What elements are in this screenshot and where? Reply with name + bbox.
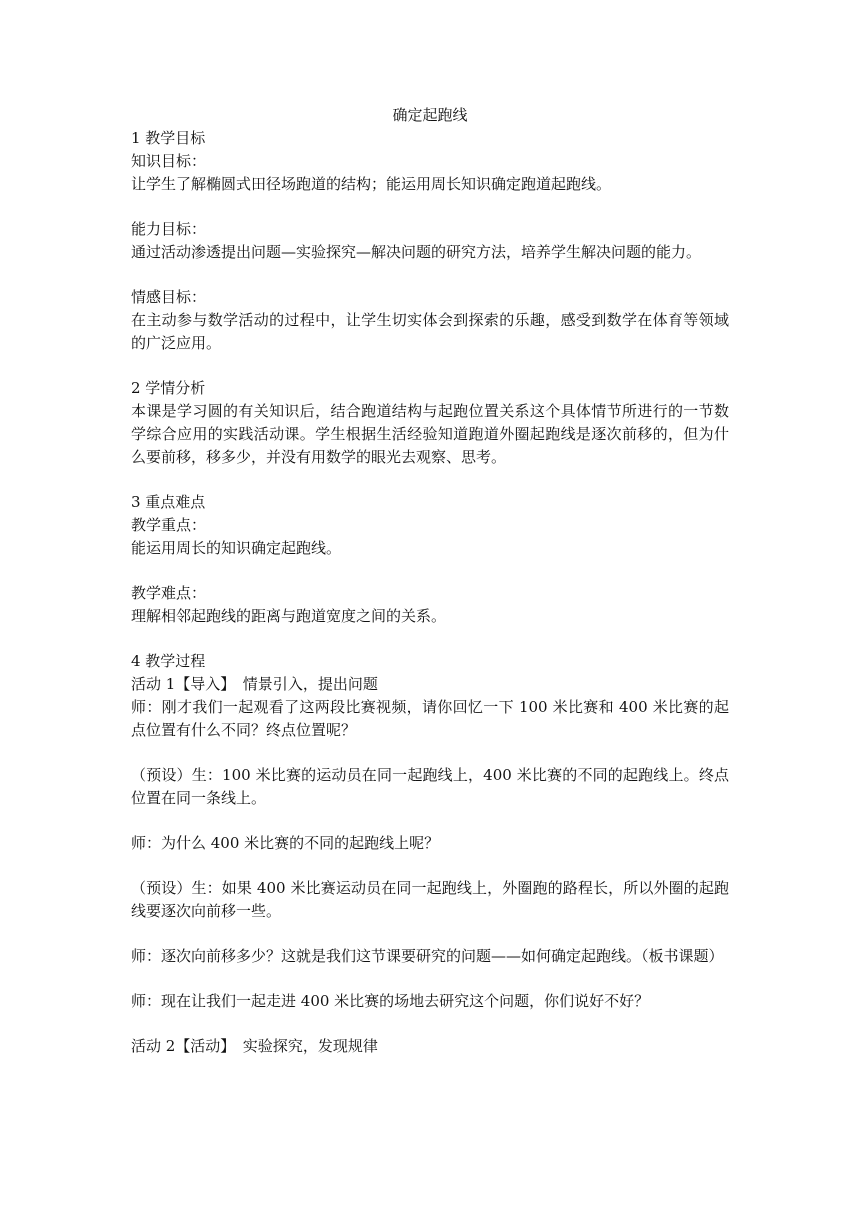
section-heading-goals: 1 教学目标 [131,129,206,147]
blank-line [131,742,729,764]
blank-line [131,469,729,491]
teaching-focus-label: 教学重点： [131,516,207,534]
blank-line [131,196,729,218]
page-title: 确定起跑线 [392,106,468,124]
activity-1-heading: 活动 1【导入】 情景引入，提出问题 [131,675,378,693]
process-paragraph-2: （预设）生：100 米比赛的运动员在同一起跑线上，400 米比赛的不同的起跑线上。终点位置在同一条线上。 [131,766,729,807]
blank-line [131,355,729,377]
analysis-text: 本课是学习圆的有关知识后，结合跑道结构与起跑位置关系这个具体情节所进行的一节数学综合应用的实践活动课。学生根据生活经验知道跑道外圈起跑线是逐次前移的，但为什么要前移，移多少，并没有用数学的眼光去观察、思考。 [131,402,729,466]
knowledge-goal-text: 让学生了解椭圆式田径场跑道的结构；能运用周长知识确定跑道起跑线。 [131,175,612,193]
ability-goal-label: 能力目标： [131,220,207,238]
teaching-focus-text: 能运用周长的知识确定起跑线。 [131,539,342,557]
blank-line [131,560,729,582]
blank-line [131,923,729,945]
knowledge-goal-label: 知识目标： [131,152,207,170]
section-heading-keypoints: 3 重点难点 [131,493,206,511]
ability-goal-text: 通过活动渗透提出问题—实验探究—解决问题的研究方法，培养学生解决问题的能力。 [131,243,702,261]
process-paragraph-4: （预设）生：如果 400 米比赛运动员在同一起跑线上，外圈跑的路程长，所以外圈的起跑线要逐次向前移一些。 [131,879,729,920]
teaching-difficulty-label: 教学难点： [131,584,207,602]
process-paragraph-6: 师：现在让我们一起走进 400 米比赛的场地去研究这个问题，你们说好不好？ [131,992,650,1010]
blank-line [131,968,729,990]
teaching-difficulty-text: 理解相邻起跑线的距离与跑道宽度之间的关系。 [131,607,447,625]
blank-line [131,855,729,877]
emotion-goal-text: 在主动参与数学活动的过程中，让学生切实体会到探索的乐趣，感受到数学在体育等领域的广泛应用。 [131,311,729,352]
process-paragraph-5: 师：逐次向前移多少？这就是我们这节课要研究的问题——如何确定起跑线。（板书课题） [131,947,724,965]
blank-line [131,810,729,832]
process-paragraph-1: 师：刚才我们一起观看了这两段比赛视频，请你回忆一下 100 米比赛和 400 米比赛的起点位置有什么不同？终点位置呢？ [131,698,729,739]
activity-2-heading: 活动 2【活动】 实验探究，发现规律 [131,1037,378,1055]
section-heading-process: 4 教学过程 [131,652,206,670]
emotion-goal-label: 情感目标： [131,288,207,306]
blank-line [131,264,729,286]
section-heading-analysis: 2 学情分析 [131,379,206,397]
blank-line [131,1013,729,1035]
blank-line [131,628,729,650]
document-page [131,104,729,1058]
process-paragraph-3: 师：为什么 400 米比赛的不同的起跑线上呢？ [131,834,440,852]
